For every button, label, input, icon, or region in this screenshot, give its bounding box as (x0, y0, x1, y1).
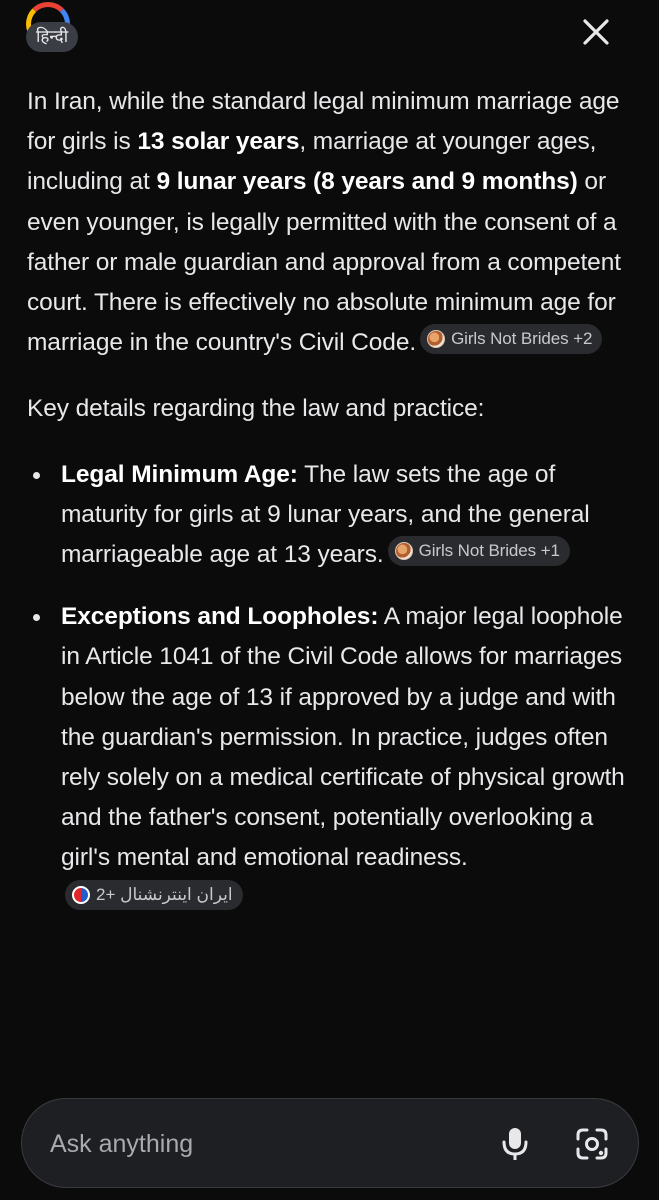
list-item: Exceptions and Loopholes: A major legal loophole in Article 1041 of the Civil Code allows for marriages below the age of 13 if approved by a judge and with the guardian's permission. In practice, judges often rely solely on a medical certificate of physical growth and the father's consent, potentially overlooking a girl's mental and emotional readiness. ایران اینترنشنال +2 (27, 597, 637, 919)
list-item: Legal Minimum Age: The law sets the age of maturity for girls at 9 lunar years, and the general marriageable age at 13 years. Girls Not Brides +1 (27, 455, 637, 576)
details-list (27, 455, 637, 919)
source-favicon-icon (72, 886, 90, 904)
source-chip[interactable] (388, 536, 570, 566)
answer-content (27, 82, 637, 919)
microphone-button[interactable] (498, 1126, 532, 1162)
source-chip-label: ایران اینترنشنال +2 (96, 884, 233, 904)
intro-bold-age: 13 solar years (137, 128, 300, 156)
close-button[interactable] (578, 14, 614, 50)
ask-input[interactable] (48, 1099, 472, 1189)
source-chip[interactable] (420, 324, 602, 354)
close-icon (581, 17, 611, 47)
language-chip[interactable]: हिन्दी (26, 22, 78, 52)
list-item-title: Exceptions and Loopholes: (61, 603, 379, 631)
source-favicon-icon (427, 330, 445, 348)
microphone-icon (498, 1126, 532, 1162)
google-lens-icon (574, 1126, 610, 1162)
source-chip[interactable] (65, 880, 243, 910)
source-chip-label: Girls Not Brides +2 (451, 329, 593, 349)
source-favicon-icon (395, 542, 413, 560)
lens-button[interactable] (574, 1126, 610, 1162)
source-chip-label: Girls Not Brides +1 (418, 541, 560, 561)
top-bar (0, 0, 659, 70)
ask-input-bar (21, 1098, 639, 1188)
intro-bold-lunar: 9 lunar years (8 years and 9 months) (156, 168, 578, 196)
key-details-heading: Key details regarding the law and practice: (27, 395, 485, 423)
intro-paragraph: In Iran, while the standard legal minimum marriage age for girls is 13 solar years, marriage at younger ages, including at 9 lunar years (8 years and 9 months) or even younger, is legally permitted with the consent of a father or male guardian and approval from a competent court. There is effectively no absolute minimum age for marriage in the country's Civil Code. Girls Not Brides +2 (27, 88, 621, 357)
list-item-title: Legal Minimum Age: (61, 460, 298, 488)
